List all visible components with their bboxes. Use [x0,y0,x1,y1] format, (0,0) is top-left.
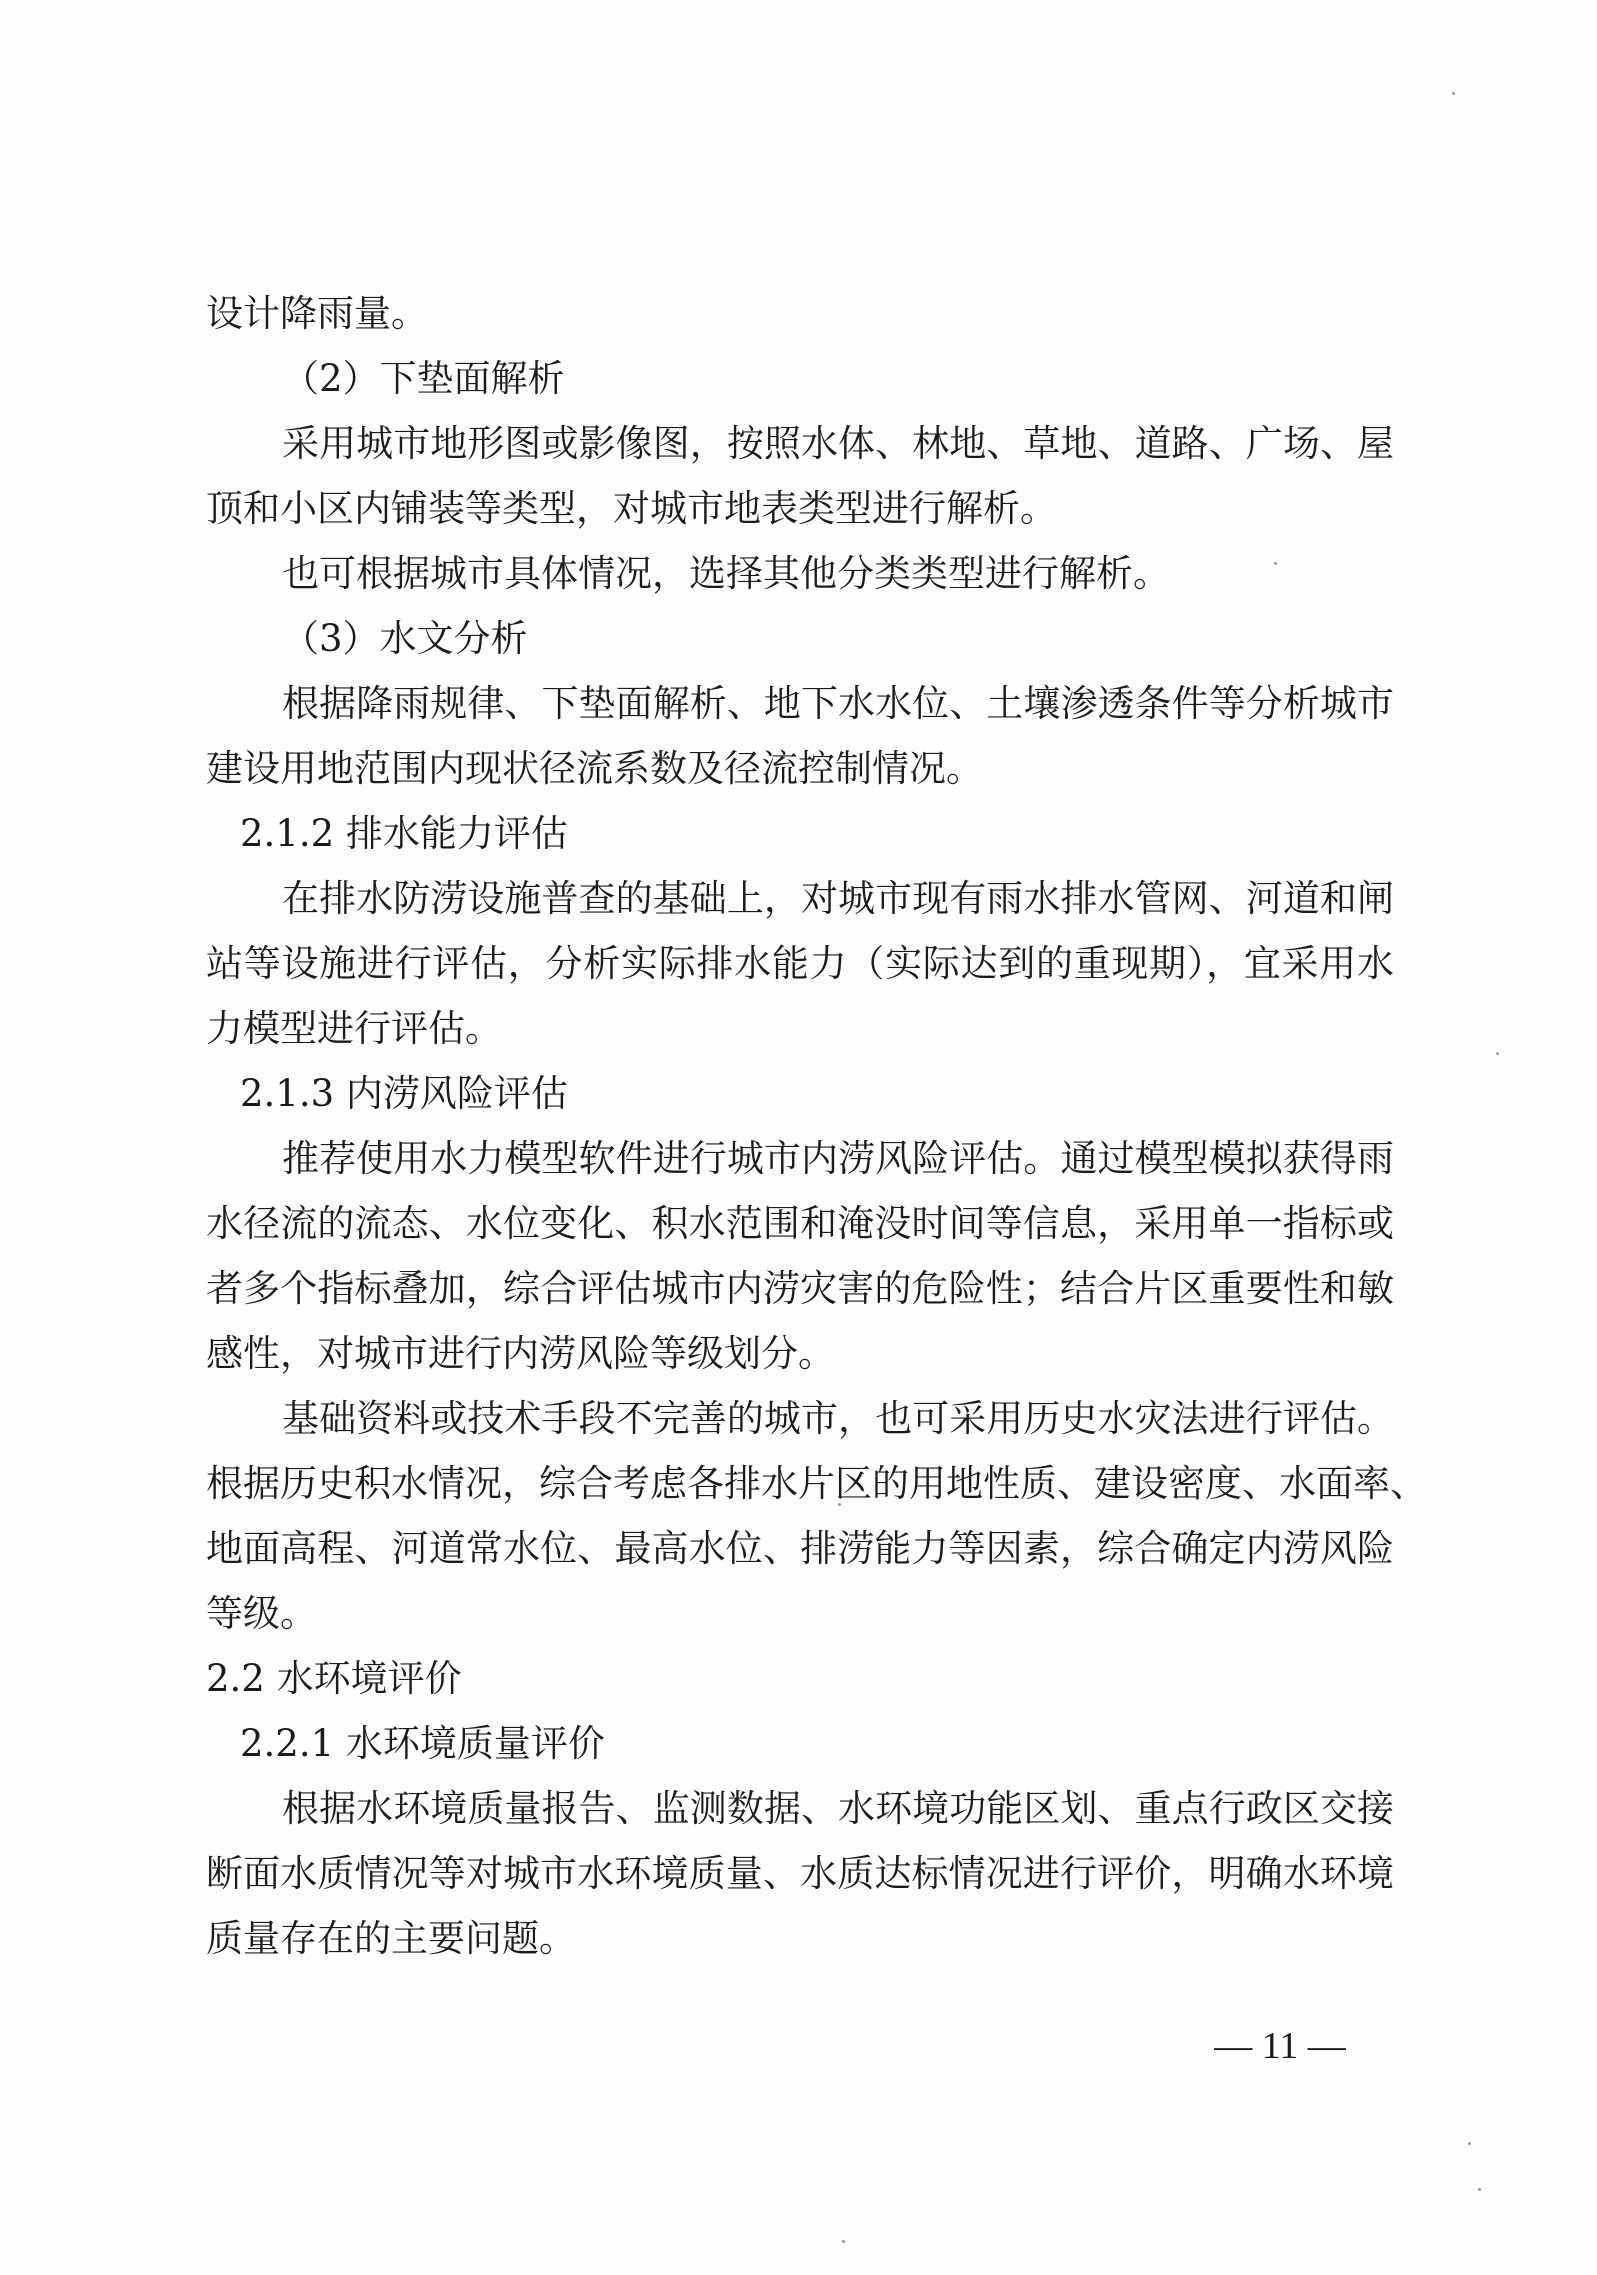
paragraph-first-line: 根据水环境质量报告、监测数据、水环境功能区划、重点行政区交接 [282,1787,1394,1830]
paragraph-first-line: 根据降雨规律、下垫面解析、地下水水位、土壤渗透条件等分析城市 [282,682,1394,725]
page-number: — 11 — [1214,2025,1346,2067]
section-heading-2-1-2: 2.1.2 排水能力评估 [240,812,568,855]
text-line: 建设用地范围内现状径流系数及径流控制情况。 [206,747,983,790]
paragraph-first-line: 推荐使用水力模型软件进行城市内涝风险评估。通过模型模拟获得雨 [282,1137,1394,1180]
paragraph-first-line: 采用城市地形图或影像图，按照水体、林地、草地、道路、广场、屋 [282,422,1394,465]
text-line: 等级。 [206,1592,317,1635]
subsection-heading: （2）下垫面解析 [282,357,565,400]
paragraph-first-line: 也可根据城市具体情况，选择其他分类类型进行解析。 [282,552,1170,595]
scan-speck [1468,2142,1471,2145]
text-line: 者多个指标叠加，综合评估城市内涝灾害的危险性；结合片区重要性和敏 [206,1267,1394,1310]
text-line: 顶和小区内铺装等类型，对城市地表类型进行解析。 [206,487,1057,530]
scan-speck [1452,92,1455,95]
section-heading-2-1-3: 2.1.3 内涝风险评估 [240,1072,568,1115]
scan-speck [1496,1052,1499,1055]
text-line: 质量存在的主要问题。 [206,1917,576,1960]
text-line: 根据历史积水情况，综合考虑各排水片区的用地性质、建设密度、水面率、 [206,1462,1427,1505]
subsection-heading: （3）水文分析 [282,617,528,660]
text-line: 设计降雨量。 [206,292,428,335]
text-line: 水径流的流态、水位变化、积水范围和淹没时间等信息，采用单一指标或 [206,1202,1394,1245]
section-heading-2-2-1: 2.2.1 水环境质量评价 [240,1722,605,1765]
text-line: 站等设施进行评估，分析实际排水能力（实际达到的重现期），宜采用水 [206,942,1394,985]
scan-speck [842,2240,845,2243]
paragraph-first-line: 基础资料或技术手段不完善的城市，也可采用历史水灾法进行评估。 [282,1397,1394,1440]
paragraph-first-line: 在排水防涝设施普查的基础上，对城市现有雨水排水管网、河道和闸 [282,877,1394,920]
text-line: 感性，对城市进行内涝风险等级划分。 [206,1332,835,1375]
text-line: 地面高程、河道常水位、最高水位、排涝能力等因素，综合确定内涝风险 [206,1527,1394,1570]
text-line: 断面水质情况等对城市水环境质量、水质达标情况进行评价，明确水环境 [206,1852,1394,1895]
section-heading-2-2: 2.2 水环境评价 [206,1657,462,1700]
text-line: 力模型进行评估。 [206,1007,502,1050]
scan-speck [1478,2188,1481,2191]
